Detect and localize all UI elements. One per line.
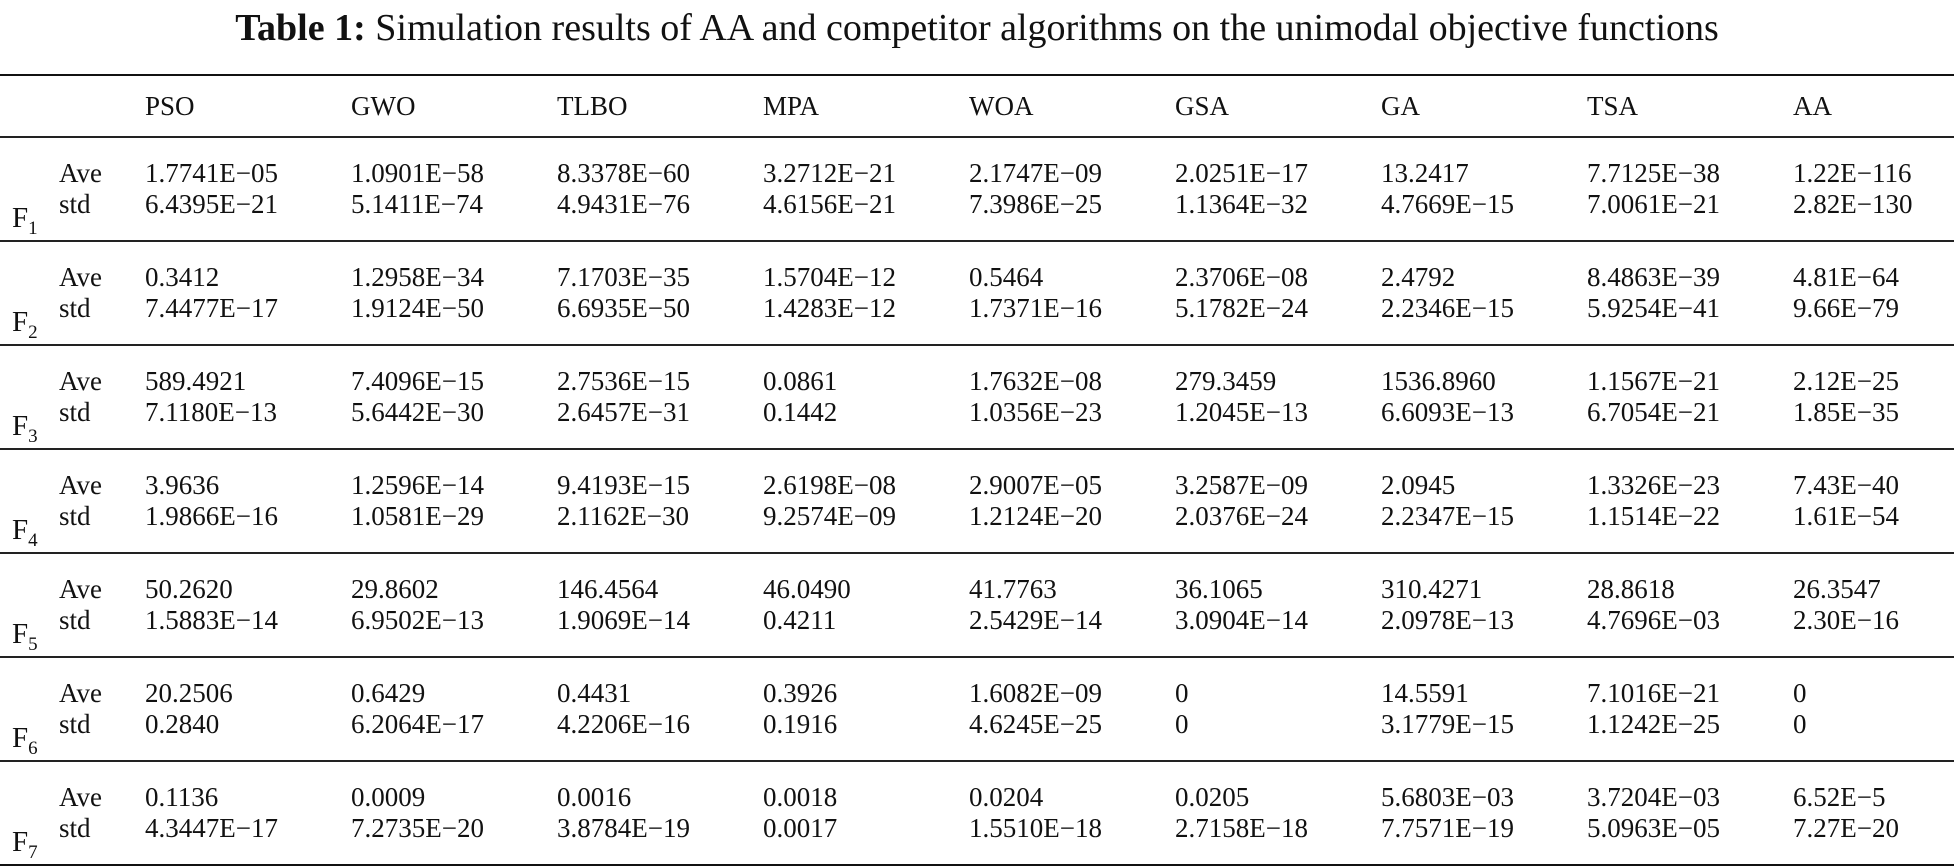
column-header: AA [1793,90,1832,121]
table-cell: 146.4564 [557,574,659,604]
table-row-ave [0,553,1954,605]
results-table-body [0,137,1954,865]
table-caption [0,0,1954,72]
function-name: F [12,618,29,651]
table-cell: 1.1242E−25 [1587,709,1720,739]
column-header: PSO [145,90,195,121]
table-cell: 1.3326E−23 [1587,470,1720,500]
stat-label-std: std [59,605,91,635]
table-cell: 6.4395E−21 [145,189,278,219]
table-row-ave [0,761,1954,813]
table-cell: 4.6156E−21 [763,189,896,219]
column-header: TSA [1587,90,1639,121]
table-cell: 5.9254E−41 [1587,293,1720,323]
table-cell: 4.2206E−16 [557,709,690,739]
table-cell: 8.3378E−60 [557,158,690,188]
table-cell: 9.4193E−15 [557,470,690,500]
table-cell: 0 [1793,709,1807,739]
table-cell: 2.82E−130 [1793,189,1913,219]
table-cell: 3.1779E−15 [1381,709,1514,739]
function-index: 1 [28,218,38,239]
stat-label-ave: Ave [59,158,102,188]
table-cell: 0.0204 [969,782,1044,812]
table-cell: 4.3447E−17 [145,813,278,843]
table-cell: 1.0356E−23 [969,397,1102,427]
table-row-std [0,189,1954,241]
stat-label-ave: Ave [59,262,102,292]
function-label [0,553,55,657]
table-cell: 1.5510E−18 [969,813,1102,843]
table-cell: 1.7632E−08 [969,366,1102,396]
function-index: 5 [28,634,38,655]
column-header: TLBO [557,90,628,121]
stat-label-std: std [59,813,91,843]
table-cell: 2.0251E−17 [1175,158,1308,188]
function-index: 4 [28,530,38,551]
table-cell: 2.4792 [1381,262,1456,292]
function-index: 2 [28,322,38,343]
table-cell: 0.1136 [145,782,219,812]
table-row-std [0,397,1954,449]
table-cell: 28.8618 [1587,574,1675,604]
table-row-ave [0,657,1954,709]
table-cell: 0.0009 [351,782,426,812]
table-cell: 7.1016E−21 [1587,678,1720,708]
table-cell: 41.7763 [969,574,1057,604]
table-cell: 0.3412 [145,262,220,292]
table-cell: 2.5429E−14 [969,605,1102,635]
column-header: GSA [1175,90,1230,121]
table-cell: 1.85E−35 [1793,397,1899,427]
table-cell: 1.22E−116 [1793,158,1912,188]
table-cell: 5.0963E−05 [1587,813,1720,843]
table-cell: 0.0018 [763,782,838,812]
table-cell: 6.6093E−13 [1381,397,1514,427]
table-cell: 1.2596E−14 [351,470,484,500]
table-cell: 8.4863E−39 [1587,262,1720,292]
table-cell: 2.7158E−18 [1175,813,1308,843]
table-cell: 2.0945 [1381,470,1456,500]
table-cell: 50.2620 [145,574,233,604]
column-header: GWO [351,90,416,121]
table-row-std [0,813,1954,865]
table-cell: 7.2735E−20 [351,813,484,843]
header-blank-stat [55,75,145,137]
table-cell: 2.1747E−09 [969,158,1102,188]
table-cell: 589.4921 [145,366,247,396]
stat-label-ave: Ave [59,782,102,812]
table-cell: 2.12E−25 [1793,366,1899,396]
table-cell: 29.8602 [351,574,439,604]
table-cell: 2.2346E−15 [1381,293,1514,323]
table-cell: 7.3986E−25 [969,189,1102,219]
table-cell: 1536.8960 [1381,366,1496,396]
function-index: 6 [28,738,38,759]
table-cell: 7.4477E−17 [145,293,278,323]
function-name: F [12,410,29,443]
table-cell: 1.9069E−14 [557,605,690,635]
table-cell: 0 [1175,709,1189,739]
table-cell: 2.2347E−15 [1381,501,1514,531]
table-cell: 0.6429 [351,678,426,708]
table-cell: 0.3926 [763,678,838,708]
table-cell: 13.2417 [1381,158,1469,188]
column-header: MPA [763,90,820,121]
stat-label-ave: Ave [59,366,102,396]
function-name: F [12,722,29,755]
table-cell: 9.2574E−09 [763,501,896,531]
results-table-container [0,74,1954,866]
function-name: F [12,306,29,339]
table-cell: 0.0016 [557,782,632,812]
column-header: GA [1381,90,1420,121]
table-cell: 1.9124E−50 [351,293,484,323]
table-cell: 7.1703E−35 [557,262,690,292]
function-label [0,345,55,449]
table-cell: 46.0490 [763,574,851,604]
table-cell: 0.4211 [763,605,837,635]
table-cell: 3.2587E−09 [1175,470,1308,500]
table-cell: 4.7669E−15 [1381,189,1514,219]
header-blank-fn [0,75,55,137]
table-cell: 5.1411E−74 [351,189,483,219]
table-cell: 5.1782E−24 [1175,293,1308,323]
table-cell: 6.7054E−21 [1587,397,1720,427]
table-cell: 2.7536E−15 [557,366,690,396]
function-index: 7 [28,842,38,863]
table-cell: 0.0205 [1175,782,1250,812]
table-cell: 4.6245E−25 [969,709,1102,739]
table-cell: 6.2064E−17 [351,709,484,739]
table-cell: 2.6457E−31 [557,397,690,427]
table-caption-text: Simulation results of AA and competitor algorithms on the unimodal objective functions [375,7,1719,49]
stat-label-ave: Ave [59,574,102,604]
stat-label-std: std [59,189,91,219]
table-cell: 1.1567E−21 [1587,366,1720,396]
table-cell: 3.7204E−03 [1587,782,1720,812]
stat-label-ave: Ave [59,470,102,500]
table-cell: 6.6935E−50 [557,293,690,323]
table-cell: 2.0376E−24 [1175,501,1308,531]
table-cell: 2.30E−16 [1793,605,1899,635]
results-table [0,74,1954,866]
table-cell: 7.7125E−38 [1587,158,1720,188]
function-label [0,241,55,345]
table-cell: 1.5704E−12 [763,262,896,292]
table-row-ave [0,449,1954,501]
table-cell: 2.6198E−08 [763,470,896,500]
table-cell: 1.4283E−12 [763,293,896,323]
table-row-std [0,605,1954,657]
table-cell: 6.52E−5 [1793,782,1886,812]
function-name: F [12,202,29,235]
table-cell: 1.7741E−05 [145,158,278,188]
table-row-ave [0,241,1954,293]
table-cell: 9.66E−79 [1793,293,1899,323]
table-row-std [0,709,1954,761]
table-cell: 1.7371E−16 [969,293,1102,323]
table-cell: 4.9431E−76 [557,189,690,219]
table-cell: 1.2124E−20 [969,501,1102,531]
table-cell: 14.5591 [1381,678,1469,708]
table-cell: 0.0861 [763,366,838,396]
stat-label-std: std [59,293,91,323]
table-cell: 1.0901E−58 [351,158,484,188]
table-cell: 1.2045E−13 [1175,397,1308,427]
stat-label-std: std [59,501,91,531]
table-cell: 0 [1175,678,1189,708]
function-label [0,449,55,553]
table-cell: 36.1065 [1175,574,1263,604]
table-row-ave [0,345,1954,397]
table-row-std [0,501,1954,553]
table-cell: 0.1916 [763,709,838,739]
table-cell: 0.1442 [763,397,838,427]
table-cell: 279.3459 [1175,366,1277,396]
function-label [0,657,55,761]
table-cell: 1.2958E−34 [351,262,484,292]
table-cell: 6.9502E−13 [351,605,484,635]
table-cell: 1.61E−54 [1793,501,1899,531]
table-cell: 0 [1793,678,1807,708]
stat-label-ave: Ave [59,678,102,708]
table-cell: 4.7696E−03 [1587,605,1720,635]
table-cell: 310.4271 [1381,574,1483,604]
table-cell: 0.5464 [969,262,1044,292]
table-cell: 7.7571E−19 [1381,813,1514,843]
table-cell: 3.8784E−19 [557,813,690,843]
table-cell: 0.4431 [557,678,632,708]
table-row-std [0,293,1954,345]
table-cell: 5.6803E−03 [1381,782,1514,812]
function-name: F [12,826,29,859]
header-row [0,75,1954,137]
table-cell: 7.4096E−15 [351,366,484,396]
table-cell: 0.2840 [145,709,220,739]
table-cell: 5.6442E−30 [351,397,484,427]
function-name: F [12,514,29,547]
table-cell: 3.0904E−14 [1175,605,1308,635]
table-cell: 2.1162E−30 [557,501,689,531]
function-label [0,137,55,241]
table-cell: 2.0978E−13 [1381,605,1514,635]
table-cell: 7.27E−20 [1793,813,1899,843]
table-cell: 1.9866E−16 [145,501,278,531]
table-caption-label: Table 1: [235,7,366,49]
table-cell: 7.1180E−13 [145,397,277,427]
table-row-ave [0,137,1954,189]
table-cell: 2.9007E−05 [969,470,1102,500]
function-label [0,761,55,865]
table-cell: 2.3706E−08 [1175,262,1308,292]
table-cell: 7.0061E−21 [1587,189,1720,219]
table-cell: 3.2712E−21 [763,158,896,188]
function-index: 3 [28,426,38,447]
table-cell: 1.5883E−14 [145,605,278,635]
column-header: WOA [969,90,1034,121]
table-cell: 1.0581E−29 [351,501,484,531]
table-cell: 4.81E−64 [1793,262,1899,292]
stat-label-std: std [59,397,91,427]
table-cell: 1.1514E−22 [1587,501,1720,531]
table-cell: 26.3547 [1793,574,1881,604]
table-cell: 1.1364E−32 [1175,189,1308,219]
table-cell: 20.2506 [145,678,233,708]
table-cell: 1.6082E−09 [969,678,1102,708]
table-cell: 7.43E−40 [1793,470,1899,500]
table-cell: 0.0017 [763,813,838,843]
stat-label-std: std [59,709,91,739]
table-cell: 3.9636 [145,470,220,500]
